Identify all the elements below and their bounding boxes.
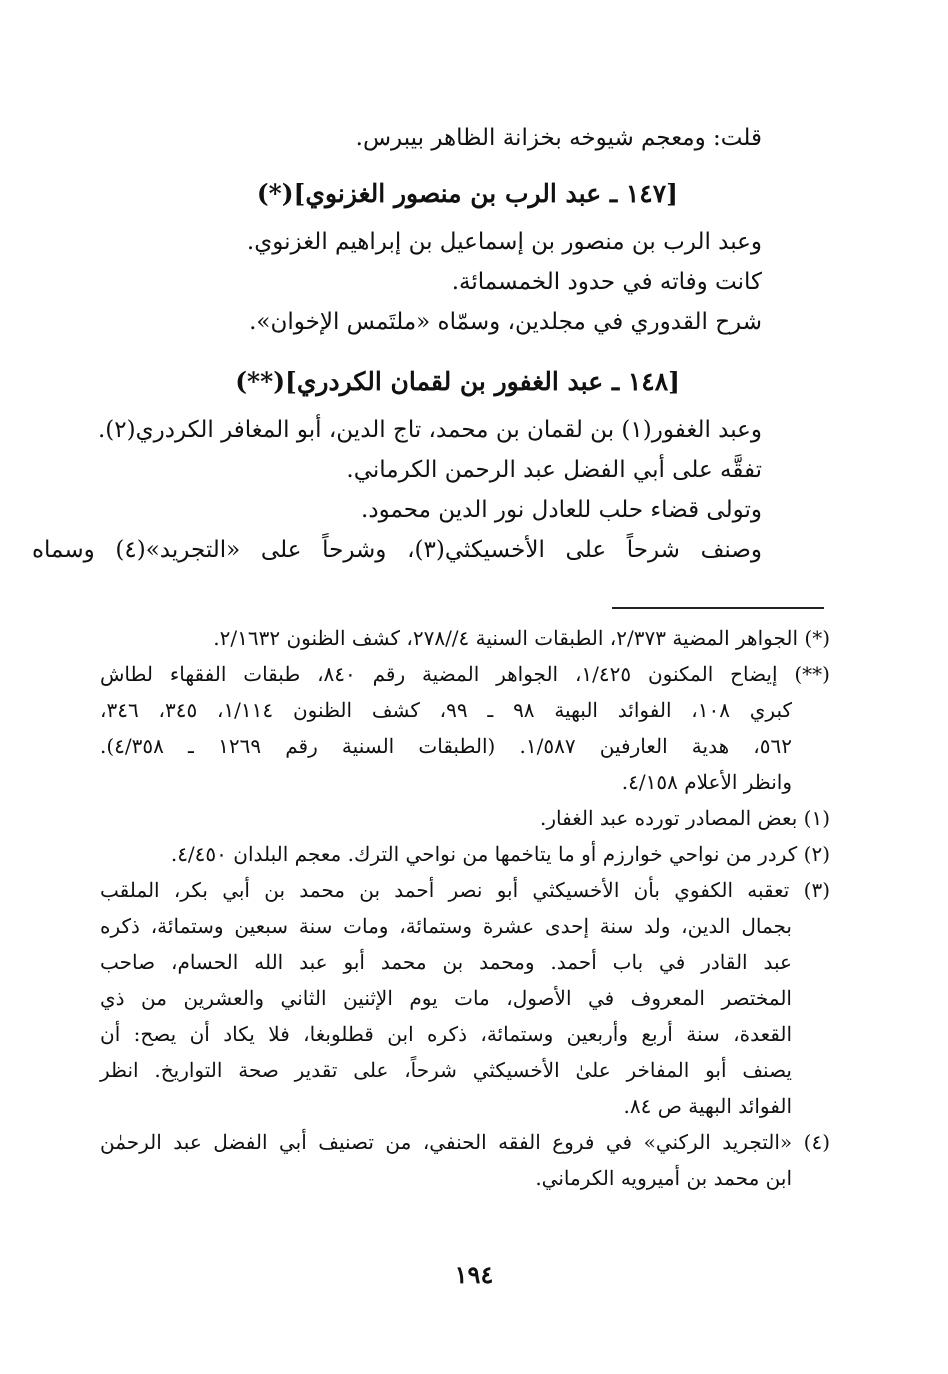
entry-148-line-2: تفقَّه على أبي الفضل عبد الرحمن الكرماني.: [346, 457, 762, 483]
footnote-3-cont-1: بجمال الدين، ولد سنة إحدى عشرة وستمائة، ومات سنة سبعين وستمائة، ذكره: [100, 914, 792, 938]
footnote-3-cont-4: القعدة، سنة أربع وأربعين وستمائة، ذكره ابن قطلوبغا، فلا يكاد أن يصح: أن: [100, 1022, 792, 1046]
entry-148-heading: [١٤٨ ـ عبد الغفور بن لقمان الكردري](**): [235, 367, 680, 396]
footnote-3-cont-5: يصنف أبو المفاخر علىٰ الأخسيكثي شرحاً، على تقدير صحة التواريخ. انظر: [100, 1058, 792, 1082]
footnote-3: (٣) تعقبه الكفوي بأن الأخسيكثي أبو نصر أحمد بن محمد بن أبي بكر، الملقب: [100, 878, 830, 902]
entry-148-line-4: وصنف شرحاً على الأخسيكثي(٣)، وشرحاً على «التجريد»(٤) وسماه: [32, 537, 762, 563]
footnote-3-cont-3: المختصر المعروف في الأصول، مات يوم الإثنين الثاني والعشرين من ذي: [100, 986, 792, 1010]
entry-148-line-1: وعبد الغفور(١) بن لقمان بن محمد، تاج الدين، أبو المغافر الكردري(٢).: [98, 417, 762, 443]
footnote-star-2-cont-3: وانظر الأعلام ٤/١٥٨.: [621, 770, 792, 794]
page-number: ١٩٤: [454, 1260, 494, 1289]
entry-148-line-3: وتولى قضاء حلب للعادل نور الدين محمود.: [361, 497, 762, 523]
intro-line: قلت: ومعجم شيوخه بخزانة الظاهر بيبرس.: [355, 125, 762, 151]
footnote-4: (٤) «التجريد الركني» في فروع الفقه الحنفي، من تصنيف أبي الفضل عبد الرحمٰن: [100, 1130, 830, 1154]
footnote-star-2: (**) إيضاح المكنون ١/٤٢٥، الجواهر المضية رقم ٨٤٠، طبقات الفقهاء لطاش: [100, 662, 830, 686]
footnote-divider: [612, 607, 824, 609]
footnotes: [100, 620, 830, 1196]
entry-147-line-3: شرح القدوري في مجلدين، وسمّاه «ملتَمس الإخوان».: [249, 309, 762, 335]
main-text: [32, 118, 762, 570]
entry-147-heading: [١٤٧ ـ عبد الرب بن منصور الغزنوي](*): [256, 179, 678, 208]
entry-147-line-1: وعبد الرب بن منصور بن إسماعيل بن إبراهيم الغزنوي.: [246, 229, 762, 255]
footnote-4-cont-1: ابن محمد بن أميرويه الكرماني.: [535, 1166, 792, 1190]
footnote-star-2-cont-1: كبري ١٠٨، الفوائد البهية ٩٨ ـ ٩٩، كشف الظنون ١/١١٤، ٣٤٥، ٣٤٦،: [100, 698, 793, 722]
footnote-star-1: (*) الجواهر المضية ٢/٣٧٣، الطبقات السنية ٤//٢٧٨، كشف الظنون ٢/١٦٣٢.: [213, 626, 830, 650]
entry-147-line-2: كانت وفاته في حدود الخمسمائة.: [451, 269, 762, 295]
footnote-2: (٢) كردر من نواحي خوارزم أو ما يتاخمها من نواحي الترك. معجم البلدان ٤/٤٥٠.: [170, 842, 830, 866]
footnote-1: (١) بعض المصادر تورده عبد الغفار.: [539, 806, 830, 830]
footnote-star-2-cont-2: ٥٦٢، هدية العارفين ١/٥٨٧. (الطبقات السنية رقم ١٢٦٩ ـ ٤/٣٥٨).: [100, 734, 792, 758]
footnote-3-cont-2: عبد القادر في باب أحمد. ومحمد بن محمد أبو عبد الله الحسام، صاحب: [100, 950, 792, 974]
footnote-3-cont-6: الفوائد البهية ص ٨٤.: [623, 1094, 792, 1118]
